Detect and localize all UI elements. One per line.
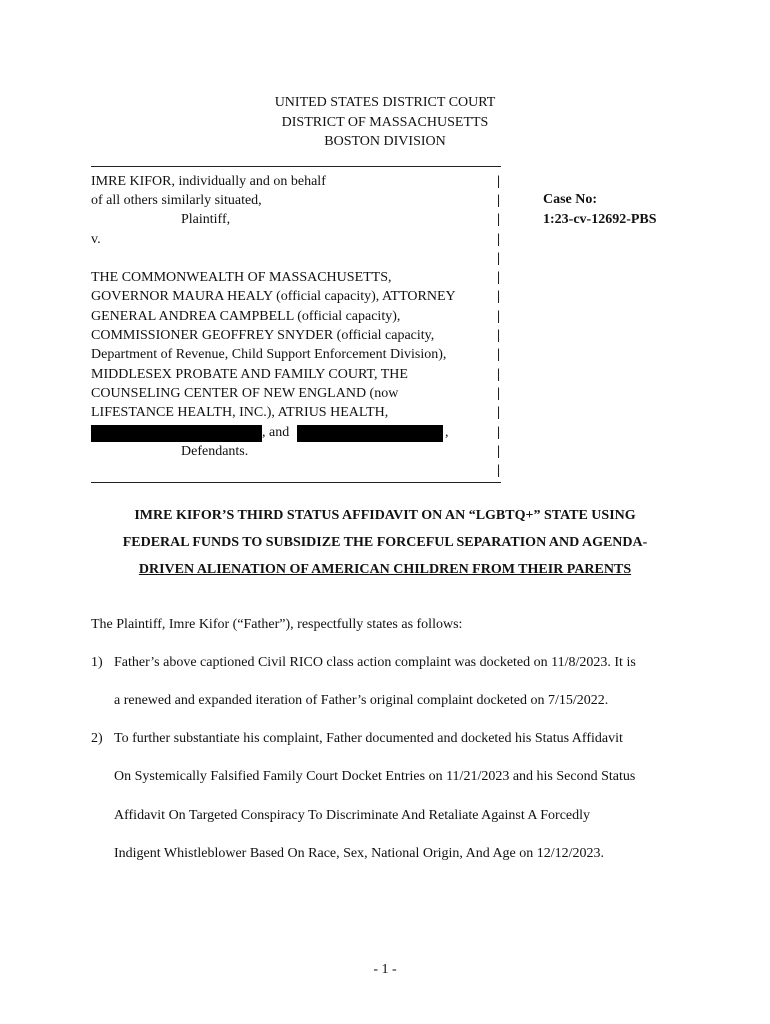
page-number: - 1 - bbox=[373, 962, 397, 977]
versus-label: v. bbox=[91, 232, 101, 247]
intro-text: The Plaintiff, Imre Kifor (“Father”), respectfully states as follows: bbox=[91, 617, 463, 632]
court-name: UNITED STATES DISTRICT COURT bbox=[274, 95, 496, 110]
plaintiff-label: Plaintiff, bbox=[181, 212, 231, 227]
caption-separator: | bbox=[497, 270, 501, 285]
caption-separator: | bbox=[497, 193, 501, 208]
paragraph-line: Indigent Whistleblower Based On Race, Sex, National Origin, And Age on 12/12/2023. bbox=[114, 846, 605, 861]
defendant-line: MIDDLESEX PROBATE AND FAMILY COURT, THE bbox=[91, 367, 408, 382]
caption-separator: | bbox=[497, 444, 501, 459]
paragraph-line: To further substantiate his complaint, Father documented and docketed his Status Affidavit bbox=[114, 731, 623, 746]
defendant-line: THE COMMONWEALTH OF MASSACHUSETTS, bbox=[91, 270, 392, 285]
paragraph-number: 2) bbox=[91, 731, 103, 746]
plaintiff-line: IMRE KIFOR, individually and on behalf bbox=[91, 174, 326, 189]
caption-bottom-rule bbox=[91, 482, 501, 483]
paragraph-line: Father’s above captioned Civil RICO class action complaint was docketed on 11/8/2023. It is bbox=[114, 655, 636, 670]
caption-separator: | bbox=[497, 251, 501, 266]
defendant-line: GENERAL ANDREA CAMPBELL (official capacity), bbox=[91, 309, 401, 324]
caption-separator: | bbox=[497, 425, 501, 440]
caption-top-rule bbox=[91, 166, 501, 167]
caption-separator: | bbox=[497, 405, 501, 420]
defendant-line: Department of Revenue, Child Support Enforcement Division), bbox=[91, 347, 447, 362]
caption-separator: | bbox=[497, 212, 501, 227]
defendant-line: LIFESTANCE HEALTH, INC.), ATRIUS HEALTH, bbox=[91, 405, 389, 420]
paragraph-line: Affidavit On Targeted Conspiracy To Discriminate And Retaliate Against A Forcedly bbox=[114, 808, 591, 823]
defendants-label: Defendants. bbox=[181, 444, 249, 459]
court-division: BOSTON DIVISION bbox=[324, 134, 446, 149]
and-text: , and bbox=[262, 425, 290, 440]
caption-separator: | bbox=[497, 174, 501, 189]
redaction-block bbox=[297, 425, 443, 442]
paragraph-line: On Systemically Falsified Family Court Docket Entries on 11/21/2023 and his Second Status bbox=[114, 769, 636, 784]
caption-separator: | bbox=[497, 289, 501, 304]
defendant-line: COUNSELING CENTER OF NEW ENGLAND (now bbox=[91, 386, 399, 401]
caption-separator: | bbox=[497, 367, 501, 382]
case-number: 1:23-cv-12692-PBS bbox=[543, 212, 657, 227]
affidavit-title-line: IMRE KIFOR’S THIRD STATUS AFFIDAVIT ON AN “LGBTQ+” STATE USING bbox=[134, 508, 636, 523]
paragraph-line: a renewed and expanded iteration of Father’s original complaint docketed on 7/15/2022. bbox=[114, 693, 609, 708]
trailing-comma: , bbox=[445, 425, 449, 440]
case-label: Case No: bbox=[543, 192, 598, 207]
court-district: DISTRICT OF MASSACHUSETTS bbox=[281, 115, 489, 130]
redaction-block bbox=[91, 425, 262, 442]
caption-separator: | bbox=[497, 347, 501, 362]
caption-separator: | bbox=[497, 232, 501, 247]
affidavit-title-line: DRIVEN ALIENATION OF AMERICAN CHILDREN FROM THEIR PARENTS bbox=[138, 562, 632, 577]
paragraph-number: 1) bbox=[91, 655, 103, 670]
caption-separator: | bbox=[497, 463, 501, 478]
plaintiff-line: of all others similarly situated, bbox=[91, 193, 262, 208]
caption-separator: | bbox=[497, 386, 501, 401]
caption-separator: | bbox=[497, 328, 501, 343]
caption-separator: | bbox=[497, 309, 501, 324]
defendant-line: COMMISSIONER GEOFFREY SNYDER (official capacity, bbox=[91, 328, 435, 343]
affidavit-title-line: FEDERAL FUNDS TO SUBSIDIZE THE FORCEFUL SEPARATION AND AGENDA- bbox=[122, 535, 648, 550]
defendant-line: GOVERNOR MAURA HEALY (official capacity), ATTORNEY bbox=[91, 289, 456, 304]
